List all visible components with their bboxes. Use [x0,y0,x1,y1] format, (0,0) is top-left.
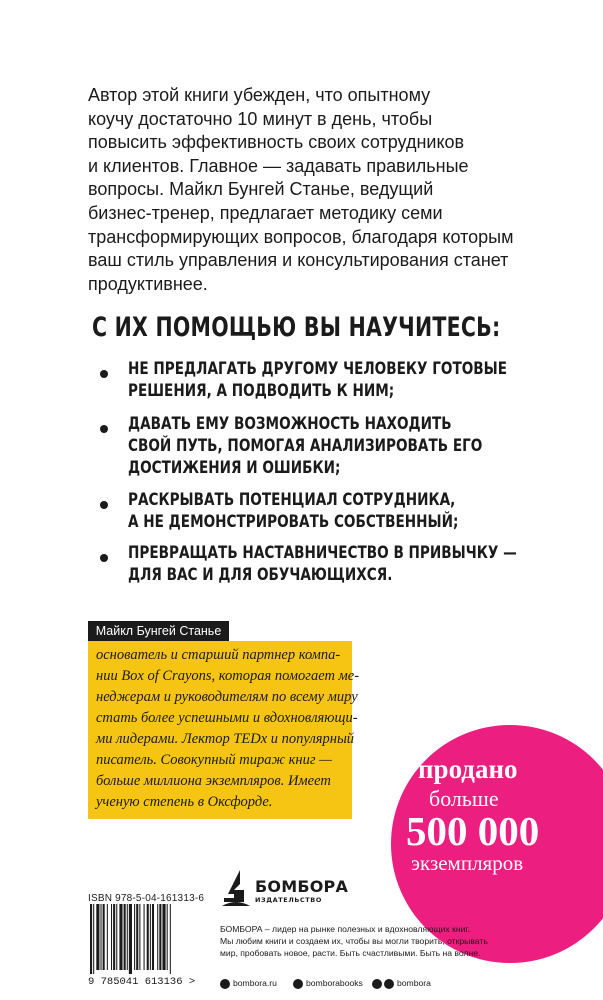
sticker-sold: продано [418,754,518,784]
publisher-tagline: мир, пробовать новое, расти. Быть счастливыми. Быть на волне. [220,948,481,958]
globe-icon [220,979,230,989]
benefits-heading: С ИХ ПОМОЩЬЮ ВЫ НАУЧИТЕСЬ: [92,312,501,343]
intro-line: трансформирующих вопросов, благодаря которым [88,226,514,247]
publisher-name: БОМБОРА [255,877,349,896]
sticker-number: 500 000 [406,808,540,854]
bullet-dot [100,554,108,562]
bio-line: ученую степень в Оксфорде. [96,794,273,810]
sticker-more: больше [429,786,499,811]
bio-line: основатель и старший партнер компа- [96,647,341,663]
barcode [88,904,210,986]
intro-line: бизнес-тренер, предлагает методику семи [88,202,443,223]
publisher-tagline: БОМБОРА – лидер на рынке полезных и вдохновляющих книг. [220,924,470,934]
social-vk[interactable]: bomborabooks [306,978,363,988]
bullet-dot [100,425,108,433]
bullet-line: ДАВАТЬ ЕМУ ВОЗМОЖНОСТЬ НАХОДИТЬ [128,414,452,434]
bullet-dot [100,370,108,378]
bombora-logo-icon [220,868,252,908]
bullet-line: А НЕ ДЕМОНСТРИРОВАТЬ СОБСТВЕННЫЙ; [128,512,459,532]
intro-line: и клиентов. Главное — задавать правильные [88,155,469,176]
sticker-copies: экземпляров [411,851,524,875]
bullet-line: РЕШЕНИЯ, А ПОДВОДИТЬ К НИМ; [128,381,395,401]
barcode-number: 9 785041 613136 > [88,976,196,986]
bio-line: ми лидерами. Лектор TEDx и популярный [96,731,355,747]
intro-line: вопросы. Майкл Бунгей Станье, ведущий [88,179,434,200]
youtube-icon [372,979,382,989]
bullet-line: НЕ ПРЕДЛАГАТЬ ДРУГОМУ ЧЕЛОВЕКУ ГОТОВЫЕ [128,359,508,379]
bullet-line: ДЛЯ ВАС И ДЛЯ ОБУЧАЮЩИХСЯ. [128,565,393,585]
intro-line: продуктивнее. [88,273,208,294]
intro-line: Автор этой книги убежден, что опытному [88,85,431,105]
bio-line: больше миллиона экземпляров. Имеет [96,773,331,789]
bullet-line: РАСКРЫВАТЬ ПОТЕНЦИАЛ СОТРУДНИКА, [128,490,456,510]
bio-line: стать более успешными и вдохновляющи- [96,710,358,726]
intro-line: коучу достаточно 10 минут в день, чтобы [88,108,433,129]
social-handle[interactable]: bombora [397,978,431,988]
bullet-line: ДОСТИЖЕНИЯ И ОШИБКИ; [128,458,341,478]
publisher-subtitle: ИЗДАТЕЛЬСТВО [255,896,322,904]
bio-line: нии Box of Crayons, которая помогает ме- [96,668,360,684]
vk-icon [293,979,303,989]
bio-line: неджерам и руководителям по всему миру [96,689,358,705]
social-site[interactable]: bombora.ru [233,978,277,988]
bullet-dot [100,501,108,509]
publisher-tagline: Мы любим книги и создаем их, чтобы вы могли творить, открывать [220,936,488,946]
bullet-line: ПРЕВРАЩАТЬ НАСТАВНИЧЕСТВО В ПРИВЫЧКУ — [128,543,517,563]
isbn-text: ISBN 978-5-04-161313-6 [88,893,205,904]
intro-line: ваш стиль управления и консультирования станет [88,250,509,271]
telegram-icon [384,979,394,989]
intro-line: повысить эффективность своих сотрудников [88,132,465,153]
bullet-line: СВОЙ ПУТЬ, ПОМОГАЯ АНАЛИЗИРОВАТЬ ЕГО [128,436,483,456]
bio-line: писатель. Совокупный тираж книг — [96,752,332,768]
author-name-tab: Майкл Бунгей Станье [88,621,229,641]
